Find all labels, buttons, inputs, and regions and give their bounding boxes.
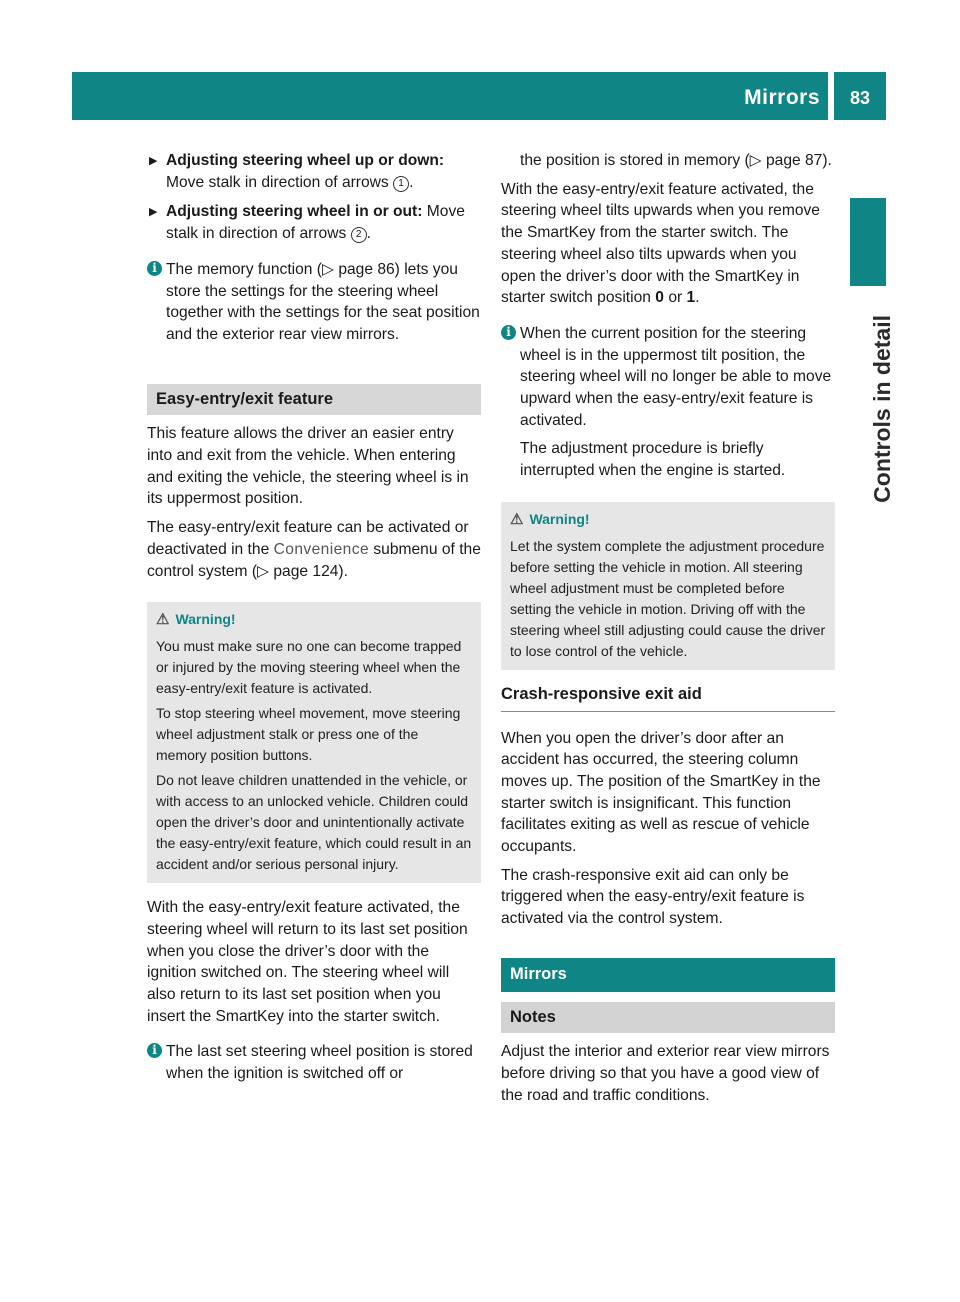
page-number: 83 [849,88,871,108]
side-tab-marker [850,198,886,286]
menu-name: Convenience [273,540,370,558]
side-tab-label: Controls in detail [869,315,895,503]
page-title: Mirrors [744,86,820,109]
bullet-arrow-icon: ▶ [149,155,158,167]
paragraph [147,517,481,582]
info-text: The memory function (▷ page 86) lets you store the settings for the steering wheel together with the settings for the seat position and the exterior rear view mirrors. [166,260,480,343]
warning-icon: ⚠ [156,611,170,629]
warning-title-text: Warning! [175,611,236,628]
warning-text: Let the system complete the adjustment procedure before setting the vehicle in motion. All steering wheel adjustment must be completed before setting the vehicle in motion. Driving off with the steering wheel still adjusting could cause the driver to lose control of the vehicle. [510,537,826,659]
paragraph: Adjust the interior and exterior rear view mirrors before driving so that you have a good view of the road and traffic conditions. [501,1043,830,1104]
info-icon: i [501,325,516,340]
section-heading: Easy-entry/exit feature [147,384,481,416]
punctuation: . [695,289,700,307]
paragraph: The crash-responsive exit aid can only be triggered when the easy-entry/exit feature is activated via the control system. [501,866,805,928]
punctuation: . [366,225,371,243]
paragraph: When you open the driver’s door after an accident has occurred, the steering column moves up. The position of the SmartKey in the starter switch is insignificant. This function facilitates exiting as well as rescue of vehicle occupants. [501,729,821,856]
instruction-title: Adjusting steering wheel in or out: [166,203,423,221]
info-note [501,323,835,482]
paragraph: This feature allows the driver an easier entry into and exit from the vehicle. When entering and exiting the vehicle, the steering wheel is in its uppermost position. [147,425,469,508]
instruction-text: Move stalk in direction of arrows [166,173,389,191]
info-note [147,1041,481,1084]
warning-box [147,602,481,883]
switch-position: 1 [686,289,696,307]
warning-text: Do not leave children unattended in the vehicle, or with access to an unlocked vehicle. Children could open the driver’s door and unintentionally activate the easy-entry/exit feature, which could result in an accident and/or serious personal injury. [156,772,472,873]
section-heading: Notes [501,1002,835,1034]
info-icon: i [147,1043,162,1058]
instruction-text: Move stalk in direction of arrows [166,203,465,243]
info-icon: i [147,261,162,276]
paragraph [501,179,835,309]
punctuation: . [409,173,414,191]
warning-box [501,502,835,670]
info-text: When the current position for the steering wheel is in the uppermost tilt position, the steering wheel will no longer be able to move upward when the easy-entry/exit feature is activated. [520,324,832,429]
paragraph: With the easy-entry/exit feature activated, the steering wheel will return to its last set position when you close the driver’s door with the ignition switched on. The steering wheel will also return to its last set position when you insert the SmartKey into the starter switch. [147,899,468,1025]
left-column [147,150,481,1092]
warning-icon: ⚠ [510,510,524,528]
warning-text: You must make sure no one can become trapped or injured by the moving steering wheel when the easy-entry/exit feature is activated. [156,638,462,697]
paragraph-text: With the easy-entry/exit feature activated, the steering wheel tilts upwards when you remove the SmartKey from the starter switch. The steering wheel also tilts upwards when you open the driver’s door with the SmartKey in starter switch position [501,180,820,307]
header-bar [72,72,828,120]
paragraph-text: or [668,289,683,307]
info-text: The adjustment procedure is briefly interrupted when the engine is started. [520,440,786,480]
callout-number: 1 [393,176,409,192]
instruction-title: Adjusting steering wheel up or down: [166,152,445,169]
warning-text: To stop steering wheel movement, move steering wheel adjustment stalk or press one of the memory position buttons. [156,705,461,764]
paragraph-text: submenu of the control system (▷ page 124). [147,540,481,580]
switch-position: 0 [655,289,664,307]
instruction-item [147,150,481,193]
info-continuation: the position is stored in memory (▷ page 87). [520,152,832,169]
right-column [501,150,835,1113]
chapter-heading: Mirrors [501,958,835,992]
paragraph-text: The easy-entry/exit feature can be activated or deactivated in the [147,519,469,558]
bullet-arrow-icon: ▶ [149,206,158,219]
instruction-item [147,201,481,244]
callout-number: 2 [351,227,367,243]
subsection-heading: Crash-responsive exit aid [501,684,835,712]
info-text: The last set steering wheel position is stored when the ignition is switched off or [166,1043,473,1083]
warning-title [156,609,472,630]
warning-title-text: Warning! [529,510,590,527]
info-note [147,259,481,346]
warning-title [510,509,826,530]
